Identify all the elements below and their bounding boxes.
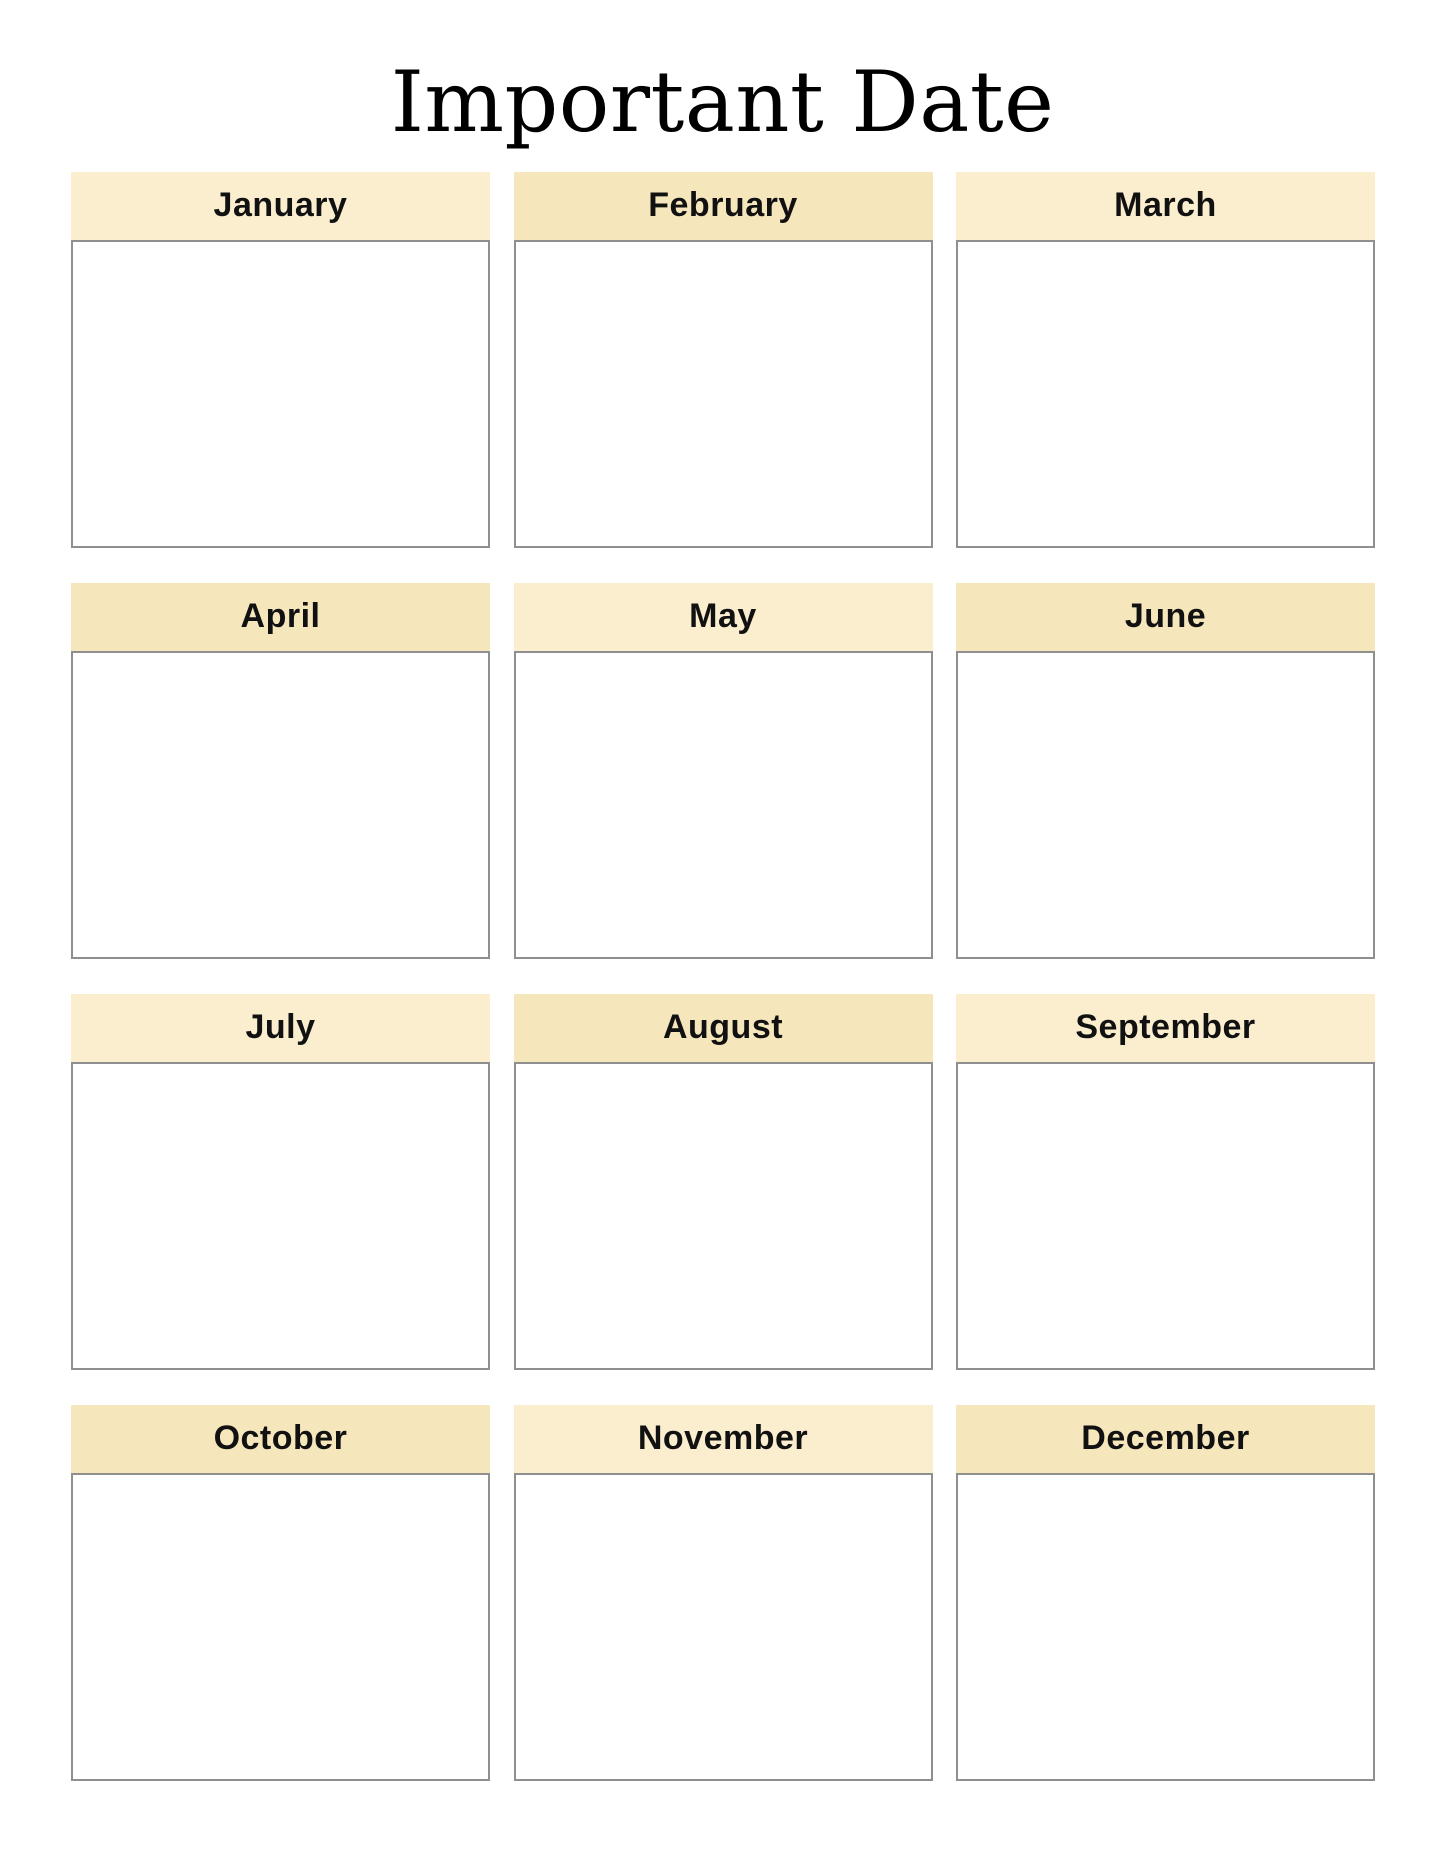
month-notes-june[interactable] [956, 651, 1375, 959]
month-card-june [956, 583, 1375, 959]
month-header-october: October [71, 1405, 490, 1473]
month-notes-march[interactable] [956, 240, 1375, 548]
month-header-april: April [71, 583, 490, 651]
month-header-february: February [514, 172, 933, 240]
month-notes-december[interactable] [956, 1473, 1375, 1781]
month-notes-november[interactable] [514, 1473, 933, 1781]
month-card-november [514, 1405, 933, 1781]
page-title: Important Date [390, 53, 1055, 151]
month-card-march [956, 172, 1375, 548]
month-notes-july[interactable] [71, 1062, 490, 1370]
month-card-october [71, 1405, 490, 1781]
month-header-november: November [514, 1405, 933, 1473]
month-header-july: July [71, 994, 490, 1062]
month-header-january: January [71, 172, 490, 240]
month-notes-september[interactable] [956, 1062, 1375, 1370]
month-header-may: May [514, 583, 933, 651]
month-card-april [71, 583, 490, 959]
month-header-june: June [956, 583, 1375, 651]
month-notes-august[interactable] [514, 1062, 933, 1370]
month-notes-february[interactable] [514, 240, 933, 548]
month-notes-january[interactable] [71, 240, 490, 548]
month-grid [71, 172, 1375, 1781]
month-card-january [71, 172, 490, 548]
month-card-august [514, 994, 933, 1370]
month-card-december [956, 1405, 1375, 1781]
month-header-december: December [956, 1405, 1375, 1473]
month-notes-april[interactable] [71, 651, 490, 959]
month-notes-may[interactable] [514, 651, 933, 959]
month-card-september [956, 994, 1375, 1370]
month-card-february [514, 172, 933, 548]
month-header-august: August [514, 994, 933, 1062]
month-notes-october[interactable] [71, 1473, 490, 1781]
month-header-september: September [956, 994, 1375, 1062]
month-card-july [71, 994, 490, 1370]
month-card-may [514, 583, 933, 959]
month-header-march: March [956, 172, 1375, 240]
